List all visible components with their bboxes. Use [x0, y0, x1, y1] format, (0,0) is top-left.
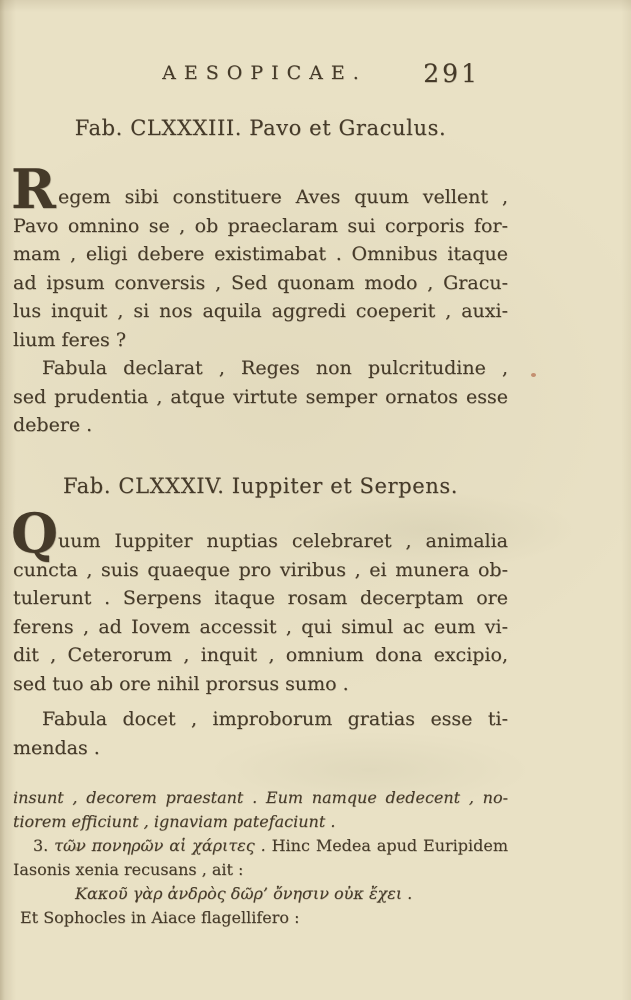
greek-quote: Κακοῦ γὰρ ἀνδρὸς δῶρ’ ὄνησιν οὐκ ἔχει .: [75, 884, 413, 903]
running-head: [13, 59, 508, 92]
moral-line: mendas .: [13, 736, 100, 759]
fable-184-text: [11, 501, 508, 698]
footnote-line: Iasonis xenia recusans , ait :: [13, 860, 244, 879]
body-line: lus inquit , si nos aquila aggredi coeperit , auxi-: [13, 300, 508, 322]
body-line: sed tuo ab ore nihil prorsus sumo .: [13, 672, 349, 695]
drop-cap-q: Q: [11, 501, 59, 565]
moral-line: debere .: [13, 414, 93, 436]
moral-line: sed prudentia , atque virtute semper ornatos esse: [13, 385, 508, 408]
running-title: AESOPICAE.: [162, 62, 367, 84]
body-line: ad ipsum conversis , Sed quonam modo , Gracu-: [13, 271, 508, 294]
footnote-line: Et Sophocles in Aiace flagellifero :: [20, 908, 300, 927]
moral-line: Fabula docet , improborum gratias esse ti-: [42, 708, 508, 730]
paper-stain: [531, 373, 536, 377]
body-line: cuncta , suis quaeque pro viribus , ei munera ob-: [13, 558, 508, 581]
body-line: mam , eligi debere existimabat . Omnibus itaque: [13, 243, 508, 265]
fable-184-moral: [13, 705, 508, 762]
body-line: Pavo omnino se , ob praeclaram sui corporis for-: [13, 214, 508, 237]
body-line: uum Iuppiter nuptias celebraret , animalia: [58, 530, 508, 552]
footnote-line: [13, 834, 508, 858]
body-line: lium feres ?: [13, 328, 127, 351]
body-line: dit , Ceterorum , inquit , omnium dona excipio,: [13, 644, 508, 666]
body-line: egem sibi constituere Aves quum vellent ,: [58, 186, 508, 208]
drop-cap-r: R: [11, 157, 56, 221]
fable-183-title: Fab. CLXXXIII. Pavo et Graculus.: [74, 116, 447, 140]
page-number: 291: [423, 59, 480, 88]
moral-line: Fabula declarat , Reges non pulcritudine ,: [42, 357, 508, 379]
footnote-line: insunt , decorem praestant . Eum namque dedecent , no-: [13, 788, 508, 807]
fable-184-title: Fab. CLXXXIV. Iuppiter et Serpens.: [62, 474, 459, 498]
footnote-line: tiorem efficiunt , ignaviam patefaciunt .: [13, 812, 336, 831]
text-column: [13, 0, 508, 1000]
footnote-text: Hinc Medea apud Euripidem: [271, 836, 508, 855]
greek-phrase: τῶν πονηρῶν αἱ χάριτες .: [54, 836, 266, 855]
body-line: tulerunt . Serpens itaque rosam decerptam ore: [13, 587, 508, 609]
body-line: ferens , ad Iovem accessit , qui simul ac eum vi-: [13, 615, 508, 638]
fable-183-text: [11, 157, 508, 440]
footnotes: [13, 786, 508, 930]
footnote-number: 3.: [33, 836, 49, 855]
